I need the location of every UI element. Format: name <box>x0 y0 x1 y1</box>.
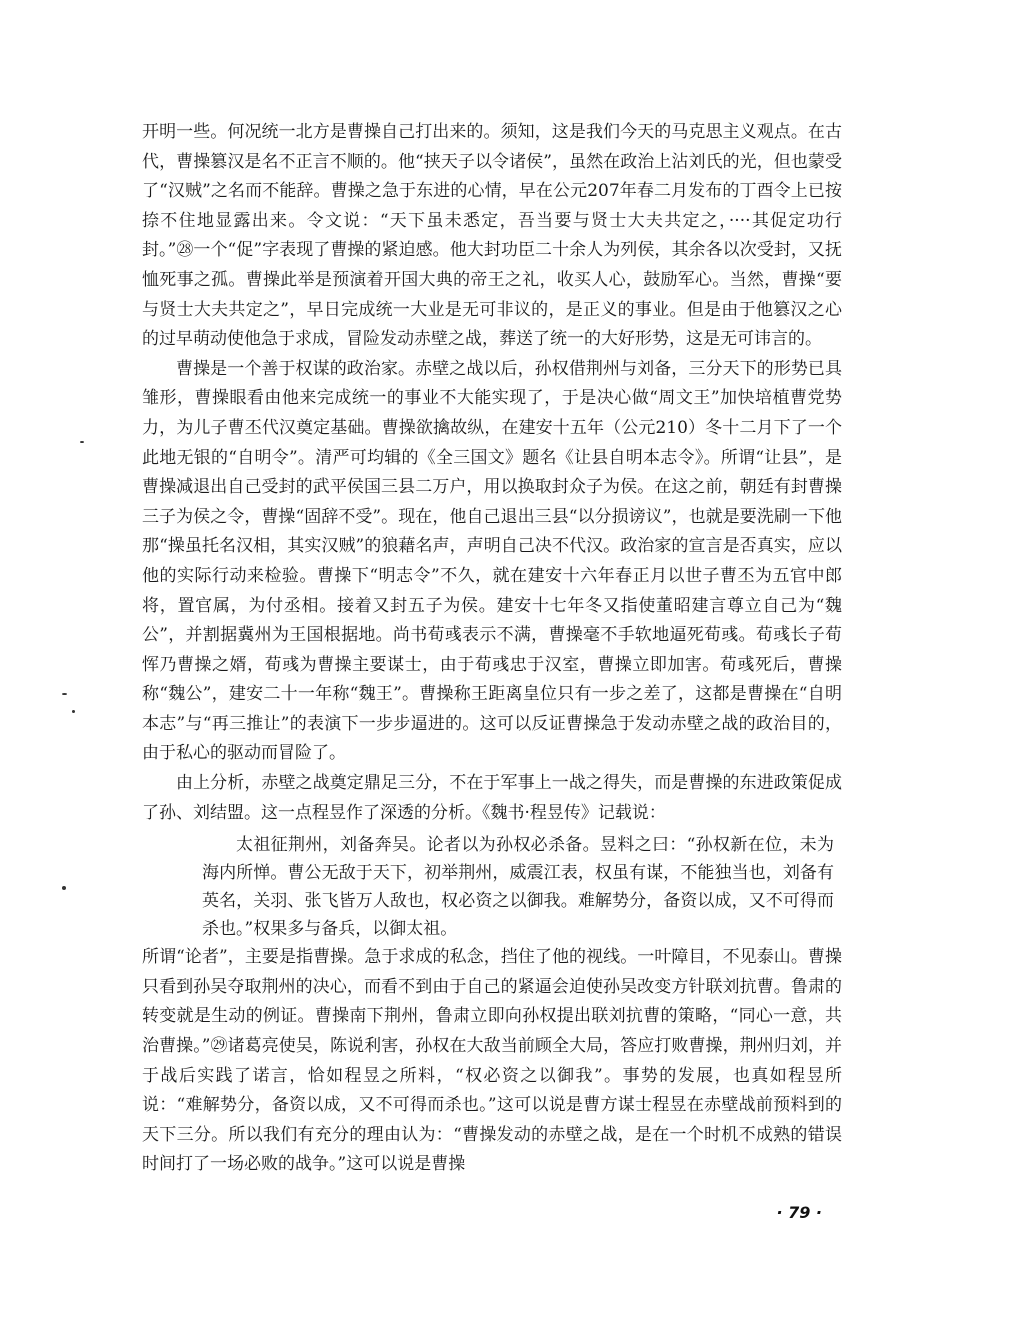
body-text <box>142 118 842 1180</box>
scan-speck <box>72 710 75 713</box>
page-number: · 79 · <box>776 1203 822 1222</box>
scan-speck <box>62 886 66 890</box>
paragraph-1: 开明一些。何况统一北方是曹操自己打出来的。须知，这是我们今天的马克思主义观点。在古代，曹操篡汉是名不正言不顺的。他“挟天子以令诸侯”，虽然在政治上沾刘氏的光，但也蒙受了“汉贼”之名而不能辞。曹操之急于东进的心情，早在公元207年春二月发布的丁酉令上已按捺不住地显露出来。令文说：“天下虽未悉定，吾当要与贤士大夫共定之，····其促定功行封。”㉘一个“促”字表现了曹操的紧迫感。他大封功臣二十余人为列侯，其余各以次受封，又抚恤死事之孤。曹操此举是预演着开国大典的帝王之礼，收买人心，鼓励军心。当然，曹操“要与贤士大夫共定之”，早日完成统一大业是无可非议的，是正义的事业。但是由于他篡汉之心的过早萌动使他急于求成，冒险发动赤壁之战，葬送了统一的大好形势，这是无可讳言的。 <box>142 122 842 350</box>
paragraph-2: 曹操是一个善于权谋的政治家。赤壁之战以后，孙权借荆州与刘备，三分天下的形势已具雏形，曹操眼看由他来完成统一的事业不大能实现了，于是决心做“周文王”加快培植曹党势力，为儿子曹丕代汉奠定基础。曹操欲擒故纵，在建安十五年（公元210）冬十二月下了一个此地无银的“自明令”。清严可均辑的《全三国文》题名《让县自明本志令》。所谓“让县”，是曹操减退出自己受封的武平侯国三县二万户，用以换取封众子为侯。在这之前，朝廷有封曹操三子为侯之令，曹操“固辞不受”。现在，他自己退出三县“以分损谤议”，也就是要洗刷一下他那“操虽托名汉相，其实汉贼”的狼藉名声，声明自己决不代汉。政治家的宣言是否真实，应以他的实际行动来检验。曹操下“明志令”不久，就在建安十六年春正月以世子曹丕为五官中郎将，置官属，为付丞相。接着又封五子为侯。建安十七年冬又指使董昭建言尊立自己为“魏公”，并割据冀州为王国根据地。尚书荀彧表示不满，曹操毫不手软地逼死荀彧。荀彧长子荀恽乃曹操之婿，荀彧为曹操主要谋士，由于荀彧忠于汉室，曹操立即加害。荀彧死后，曹操称“魏公”，建安二十一年称“魏王”。曹操称王距离皇位只有一步之差了，这都是曹操在“自明本志”与“再三推让”的表演下一步步逼进的。这可以反证曹操急于发动赤壁之战的政治目的，由于私心的驱动而冒险了。 <box>142 358 842 764</box>
scan-speck <box>80 441 84 443</box>
scan-speck <box>62 693 67 695</box>
paragraph-3: 由上分析，赤壁之战奠定鼎足三分，不在于军事上一战之得失，而是曹操的东进政策促成了孙、刘结盟。这一点程昱作了深透的分析。《魏书·程昱传》记载说： <box>142 773 842 823</box>
block-quote: 太祖征荆州，刘备奔吴。论者以为孙权必杀备。昱料之曰：“孙权新在位，未为海内所惮。曹公无敌于天下，初举荆州，威震江表，权虽有谋，不能独当也，刘备有英名，关羽、张飞皆万人敌也，权必资之以御我。难解势分，备资以成，又不可得而杀也。”权果多与备兵，以御太祖。 <box>202 835 834 940</box>
closing-paragraph: 所谓“论者”，主要是指曹操。急于求成的私念，挡住了他的视线。一叶障目，不见泰山。曹操只看到孙吴夺取荆州的决心，而看不到由于自己的紧逼会迫使孙吴改变方针联刘抗曹。鲁肃的转变就是生动的例证。曹操南下荆州，鲁肃立即向孙权提出联刘抗曹的策略，“同心一意，共治曹操。”㉙诸葛亮使吴，陈说利害，孙权在大敌当前顾全大局，答应打败曹操，荆州归刘，并于战后实践了诺言，恰如程昱之所料，“权必资之以御我”。事势的发展，也真如程昱所说：“难解势分，备资以成，又不可得而杀也。”这可以说是曹方谋士程昱在赤壁战前预料到的天下三分。所以我们有充分的理由认为：“曹操发动的赤壁之战，是在一个时机不成熟的错误时间打了一场必败的战争。”这可以说是曹操 <box>142 947 842 1175</box>
